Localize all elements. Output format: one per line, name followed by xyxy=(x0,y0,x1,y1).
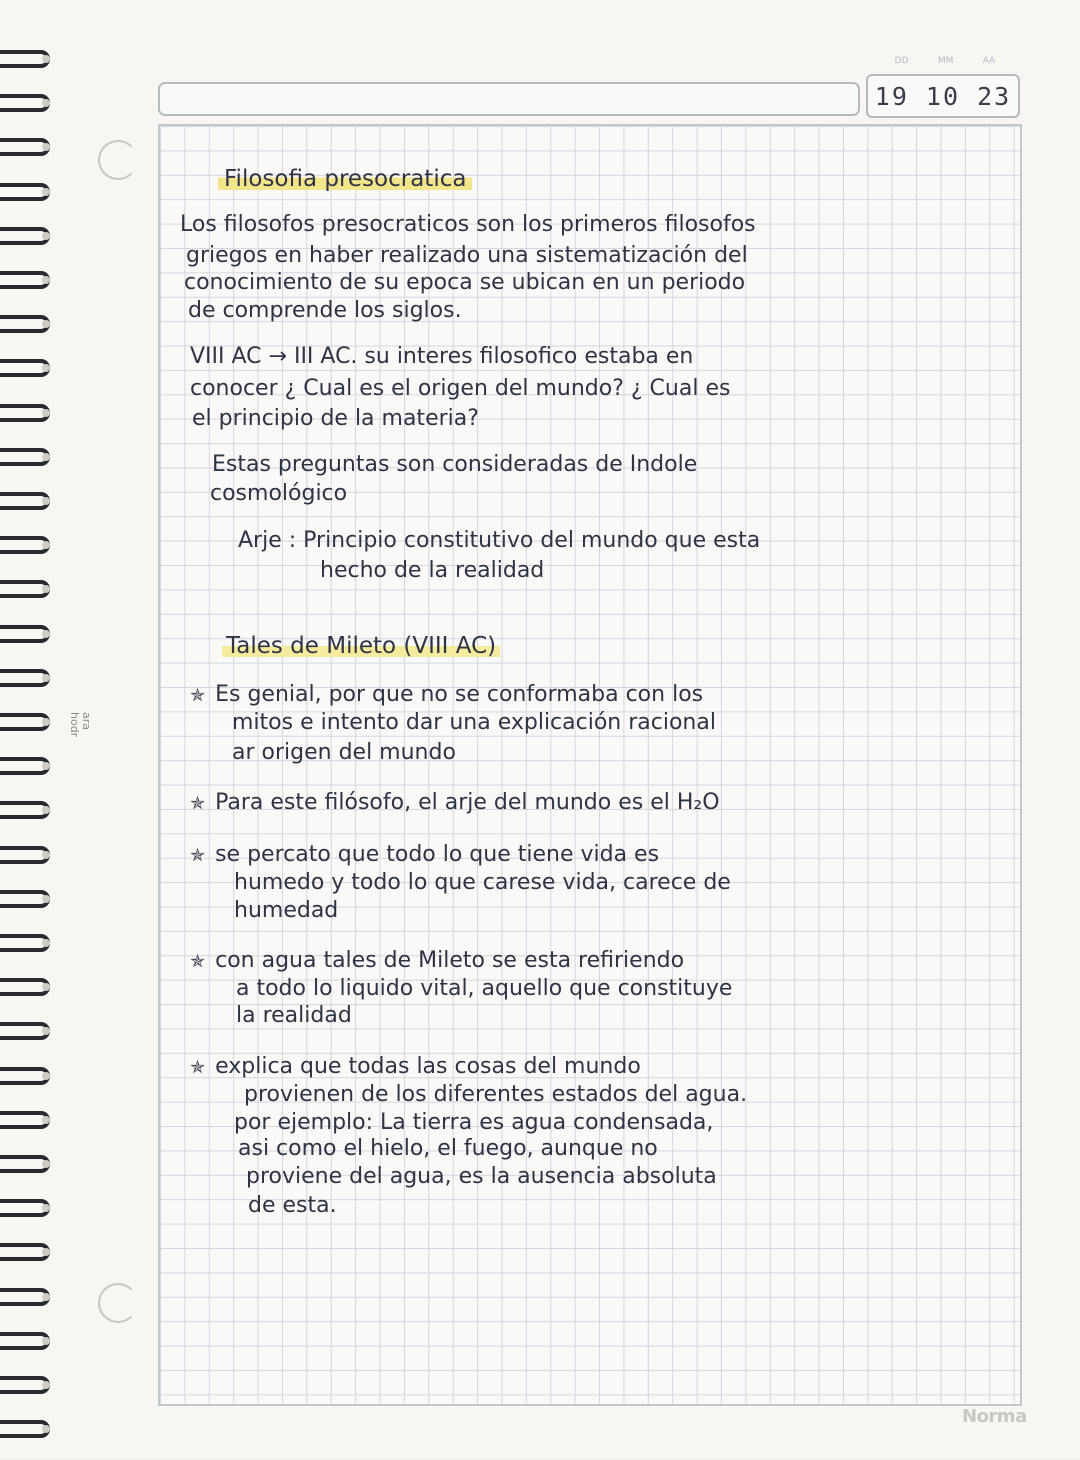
binding-hole xyxy=(42,409,50,417)
brand-logo: Norma xyxy=(962,1406,1027,1427)
binding-hole xyxy=(42,851,50,859)
binding-hole xyxy=(42,453,50,461)
punch-hole-bottom xyxy=(98,1283,138,1323)
questions-line: cosmológico xyxy=(210,481,348,506)
bullet-line: humedad xyxy=(234,898,339,923)
arje-line: Arje : Principio constitutivo del mundo que esta xyxy=(238,528,761,553)
star-icon: ✯ xyxy=(190,845,206,866)
bullet-line: proviene del agua, es la ausencia absoluta xyxy=(246,1164,717,1189)
binding-hole xyxy=(42,497,50,505)
bullet-line: explica que todas las cosas del mundo xyxy=(215,1054,641,1079)
star-icon: ✯ xyxy=(190,1057,206,1078)
intro-line: griegos en haber realizado una sistematización del xyxy=(186,243,748,268)
date-label-month: MM xyxy=(937,56,954,66)
bullet-line: mitos e intento dar una explicación racional xyxy=(232,710,716,735)
bullet-line: Para este filósofo, el arje del mundo es el H₂O xyxy=(215,790,720,815)
bullet-line: la realidad xyxy=(236,1003,352,1028)
arje-line: hecho de la realidad xyxy=(320,558,545,583)
star-icon: ✯ xyxy=(190,685,206,706)
binding-hole xyxy=(42,55,50,63)
bullet-line: se percato que todo lo que tiene vida es xyxy=(215,842,660,867)
star-icon: ✯ xyxy=(190,951,206,972)
date-labels xyxy=(880,56,1010,72)
bullet-line: por ejemplo: La tierra es agua condensada, xyxy=(234,1110,714,1135)
intro-line: Los filosofos presocraticos son los primeros filosofos xyxy=(180,212,756,237)
binding-hole xyxy=(42,1116,50,1124)
binding-hole xyxy=(42,1072,50,1080)
binding-hole xyxy=(42,895,50,903)
period-line: VIII AC → III AC. su interes filosofico estaba en xyxy=(190,344,694,369)
binding-hole xyxy=(42,188,50,196)
header-bar xyxy=(158,82,860,116)
date-label-year: AA xyxy=(982,56,996,66)
intro-line: conocimiento de su epoca se ubican en un periodo xyxy=(184,270,746,295)
date-label-day: DD xyxy=(894,56,909,66)
binding-hole xyxy=(42,674,50,682)
binding-hole xyxy=(42,1160,50,1168)
section-title: Tales de Mileto (VIII AC) xyxy=(222,633,500,659)
bullet-line: de esta. xyxy=(248,1193,337,1218)
bullet-line: ar origen del mundo xyxy=(232,740,456,765)
page-title: Filosofia presocratica xyxy=(218,166,472,192)
margin-note: ara hodr xyxy=(68,712,93,738)
bullet-line: con agua tales de Mileto se esta refiriendo xyxy=(215,948,685,973)
binding-hole xyxy=(42,232,50,240)
date-value: 19 10 23 xyxy=(874,82,1012,111)
bullet-line: a todo lo liquido vital, aquello que constituye xyxy=(236,976,733,1001)
date-box xyxy=(866,74,1020,118)
bullet-line: provienen de los diferentes estados del agua. xyxy=(244,1082,748,1107)
period-line: el principio de la materia? xyxy=(192,406,479,431)
punch-hole-top xyxy=(98,140,138,180)
binding-hole xyxy=(42,276,50,284)
spiral-binding xyxy=(0,20,60,1460)
star-icon: ✯ xyxy=(190,793,206,814)
binding-hole xyxy=(42,718,50,726)
intro-line: de comprende los siglos. xyxy=(188,298,462,323)
bullet-line: asi como el hielo, el fuego, aunque no xyxy=(238,1136,658,1161)
binding-hole xyxy=(42,1337,50,1345)
questions-line: Estas preguntas son consideradas de Indole xyxy=(212,452,698,477)
period-line: conocer ¿ Cual es el origen del mundo? ¿ Cual es xyxy=(190,376,731,401)
binding-hole xyxy=(42,939,50,947)
bullet-line: Es genial, por que no se conformaba con los xyxy=(215,682,704,707)
binding-hole xyxy=(42,1381,50,1389)
binding-hole xyxy=(42,630,50,638)
binding-hole xyxy=(42,1293,50,1301)
bullet-line: humedo y todo lo que carese vida, carece de xyxy=(234,870,731,895)
